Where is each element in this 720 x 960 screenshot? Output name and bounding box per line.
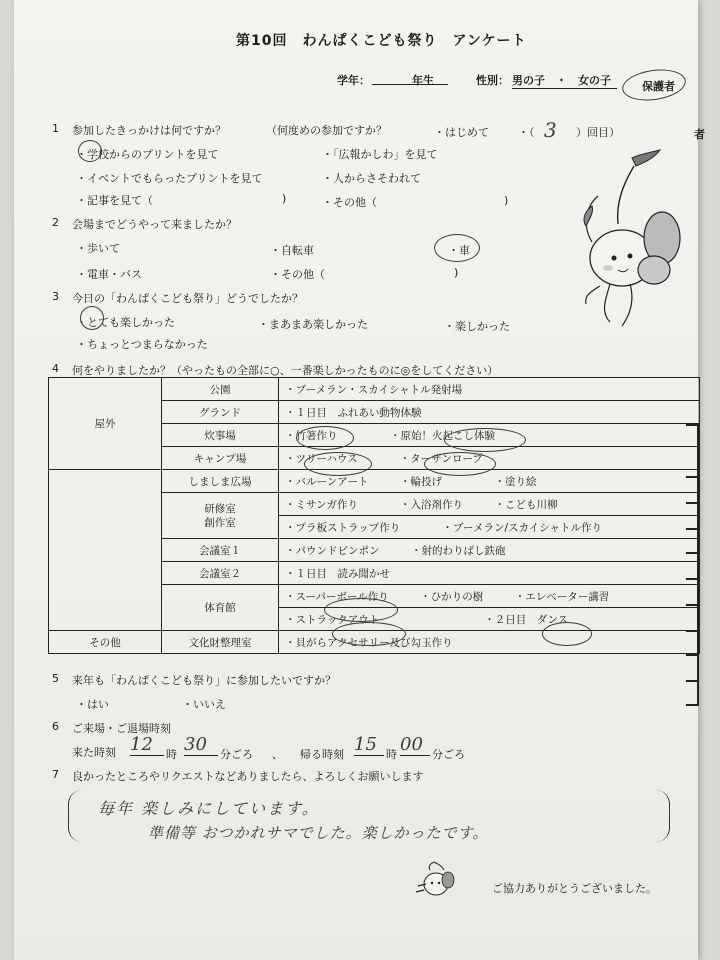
q2-circle-mark <box>434 234 480 262</box>
q1-option-koho: ・「広報かしわ」を見て <box>322 148 438 161</box>
gender-options: 男の子 ・ 女の子 <box>512 72 617 89</box>
q3-option-fun: ・楽しかった <box>444 320 510 333</box>
location-cell: 公園 <box>162 378 279 401</box>
table-circle-mark <box>542 622 592 646</box>
q2-other-close: ) <box>454 266 459 279</box>
arrive-hour: 12 <box>130 734 164 756</box>
q3-option-somewhat-fun: ・まあまあ楽しかった <box>258 318 368 331</box>
q1-option-invited: ・人からさそわれて <box>322 172 421 185</box>
grade-suffix: 年生 <box>412 74 434 87</box>
q5-option-no: ・いいえ <box>182 698 226 711</box>
activity-cell: ・ツリーハウス ・ターザンロープ <box>279 447 700 470</box>
activity-cell: ・ブーメラン・スカイシャトル発射場 <box>279 378 700 401</box>
leave-hour: 15 <box>354 734 384 756</box>
area-cell-outdoor: 屋外 <box>49 378 162 470</box>
q7-number: 7 <box>52 768 59 781</box>
location-cell: 文化財整理室 <box>162 631 279 654</box>
q1-other-close: ) <box>504 194 509 207</box>
guardian-label: 保護者 <box>642 80 675 93</box>
q3-option-boring: ・ちょっとつまらなかった <box>76 338 208 351</box>
q1-circle-mark <box>78 140 102 162</box>
activity-cell: ・ミサンガ作り ・入浴剤作り ・こども川柳 <box>279 493 700 516</box>
q3-number: 3 <box>52 290 59 303</box>
location-cell: しましま広場 <box>162 470 279 493</box>
leave-minute-unit: 分ごろ <box>432 748 465 761</box>
q6-question: ご来場・ご退場時刻 <box>72 722 171 735</box>
mascot-illustration <box>570 146 690 336</box>
q1-option-article: ・記事を見て（ <box>76 194 153 207</box>
activity-cell: ・１日目 読み聞かせ <box>279 562 700 585</box>
arrive-minute-unit: 分ごろ <box>220 748 253 761</box>
q1-nth-prefix: ・（ <box>518 126 535 139</box>
q1-option-other: ・その他（ <box>322 196 377 209</box>
location-cell: 炊事場 <box>162 424 279 447</box>
q1-nth-suffix: ）回目） <box>576 126 620 139</box>
activity-cell: ・バルーンアート ・輪投げ ・塗り絵 <box>279 470 700 493</box>
table-circle-mark <box>324 598 398 622</box>
area-cell-indoor <box>49 470 162 631</box>
side-character: 者 <box>694 128 705 141</box>
arrive-hour-unit: 時 <box>166 748 177 761</box>
activity-cell: ・スーパーボール作り ・ひかりの樹 ・エレベーター講習 <box>279 585 700 608</box>
q3-circle-mark <box>80 306 104 330</box>
q2-option-other: ・その他（ <box>270 268 325 281</box>
footer-thanks: ご協力ありがとうございました。 <box>492 882 657 895</box>
activity-cell: ・パウンドピンポン ・射的わりばし鉄砲 <box>279 539 700 562</box>
activity-cell: ・貝がらアクセサリー及び勾玉作り <box>279 631 700 654</box>
table-circle-mark <box>444 428 526 452</box>
q6-number: 6 <box>52 720 59 733</box>
q2-option-walk: ・歩いて <box>76 242 120 255</box>
arrive-label: 来た時刻 <box>72 746 116 759</box>
q1-number: 1 <box>52 122 59 135</box>
q7-answer-line1: 毎年 楽しみにしています。 <box>98 799 320 818</box>
table-row <box>49 470 700 493</box>
leave-minute: 00 <box>400 734 430 756</box>
location-cell: 研修室 創作室 <box>162 493 279 539</box>
area-cell-other: その他 <box>49 631 162 654</box>
table-row <box>49 378 700 401</box>
q1-question: 参加したきっかけは何ですか？ <box>72 124 226 137</box>
location-cell: 会議室２ <box>162 562 279 585</box>
activity-cell: ・竹箸作り ・原始！火起こし体験 <box>279 424 700 447</box>
grade-underline <box>372 84 448 85</box>
sheet-edge-line <box>697 424 699 706</box>
q2-option-car: ・車 <box>448 244 470 257</box>
activity-cell: ・ストラックアウト ・２日目 ダンス <box>279 608 700 631</box>
page-title: 第10回 わんぱくこども祭り アンケート <box>236 33 527 49</box>
activity-cell: ・１日目 ふれあい動物体験 <box>279 401 700 424</box>
q4-number: 4 <box>52 362 59 375</box>
q1-option-school-print: ・学校からのプリントを見て <box>76 148 219 161</box>
q2-option-bicycle: ・自転車 <box>270 244 314 257</box>
table-circle-mark <box>332 622 406 646</box>
arrive-minute: 30 <box>184 734 218 756</box>
q5-option-yes: ・はい <box>76 698 109 711</box>
time-separator: 、 <box>272 748 283 761</box>
q3-option-very-fun: ・とても楽しかった <box>76 316 175 329</box>
q7-answer-line2: 準備等 おつかれサマでした。楽しかったです。 <box>148 824 489 842</box>
mascot-small-icon <box>412 860 458 900</box>
q2-number: 2 <box>52 216 59 229</box>
activity-cell: ・プラ板ストラップ作り ・ブーメラン/スカイシャトル作り <box>279 516 700 539</box>
leave-label: 帰る時刻 <box>300 748 344 761</box>
table-circle-mark <box>304 452 372 476</box>
q5-number: 5 <box>52 672 59 685</box>
q4-question: 何をやりましたか？（やったもの全部に○、一番楽しかったものに◎をしてください） <box>72 364 499 377</box>
guardian-circle-mark <box>620 66 688 105</box>
survey-sheet <box>14 0 705 960</box>
q1-nth-value: 3 <box>544 118 557 142</box>
q1-option-event-print: ・イベントでもらったプリントを見て <box>76 172 263 185</box>
q1-article-close: ) <box>282 192 287 205</box>
q2-option-train-bus: ・電車・バス <box>76 268 142 281</box>
leave-hour-unit: 時 <box>386 748 397 761</box>
q1-first-time: ・はじめて <box>434 126 489 139</box>
q5-question: 来年も「わんぱくこども祭り」に参加したいですか？ <box>72 674 336 687</box>
q1-times-prompt: （何度めの参加ですか？ <box>266 124 387 137</box>
location-cell: 会議室１ <box>162 539 279 562</box>
table-circle-mark <box>296 426 354 450</box>
location-cell: 体育館 <box>162 585 279 631</box>
q7-question: 良かったところやリクエストなどありましたら、よろしくお願いします <box>72 770 424 783</box>
q3-question: 今日の「わんぱくこども祭り」どうでしたか？ <box>72 292 303 305</box>
gender-label: 性別： <box>476 74 509 87</box>
table-circle-mark <box>424 452 496 476</box>
location-cell: グランド <box>162 401 279 424</box>
grade-label: 学年： <box>337 74 370 87</box>
q2-question: 会場までどうやって来ましたか？ <box>72 218 237 231</box>
location-cell: キャンプ場 <box>162 447 279 470</box>
